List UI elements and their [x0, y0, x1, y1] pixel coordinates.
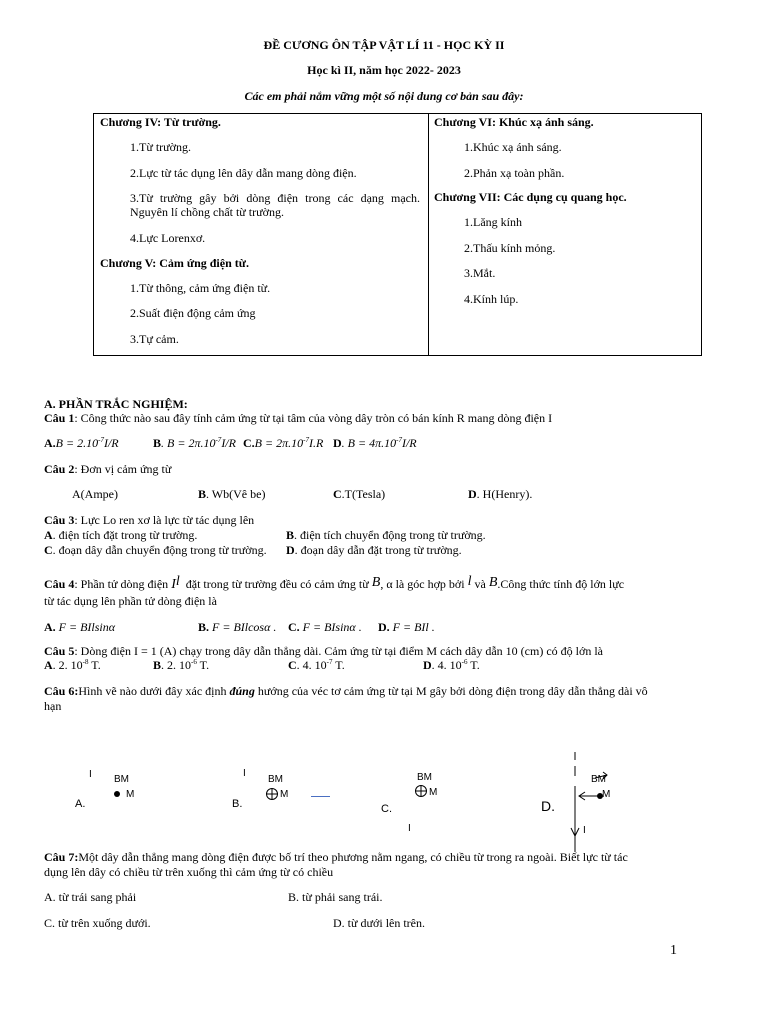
fig-d-bm-label: BM — [591, 774, 606, 785]
q5-option-d: D. 4. $10^{-6}$ T. — [423, 658, 480, 672]
q3-option-d: D. đoạn dây dẫn đặt trong từ trường. — [286, 543, 462, 557]
q4-option-c: C. F = BIsinα . — [288, 620, 362, 634]
syllabus-right-cell — [429, 114, 702, 356]
fig-d-option-label: D. — [541, 798, 555, 814]
fig-d-diagram — [565, 752, 625, 852]
q5-option-a: A. 2. $10^{-8}$ T. — [44, 658, 101, 672]
fig-b-dash — [311, 796, 330, 797]
q7-option-d: D. từ dưới lên trên. — [333, 916, 426, 930]
chapter-6-title: Chương VI: Khúc xạ ánh sáng. — [434, 115, 594, 129]
doc-subtitle: Học kì II, năm học 2022- 2023 — [307, 63, 461, 77]
chapter-4-item: 2.Lực từ tác dụng lên dây dẫn mang dòng điện. — [130, 166, 357, 180]
q3-option-b: B. điện tích chuyển động trong từ trường. — [286, 528, 486, 542]
question-7: Câu 7:Một dây dẫn thẳng mang dòng điện được bố trí theo phương nằm ngang, có chiều từ trong ra ngoài. Biết lực từ tác — [44, 850, 628, 864]
q4-option-a: A. F = BIlsinα — [44, 620, 116, 634]
field-symbol: B — [371, 575, 381, 590]
chapter-5-item: 1.Từ thông, cảm ứng điện từ. — [130, 281, 271, 295]
q1-option-a: $A.B = 2.10^{-7}I/R$ — [44, 436, 119, 450]
chapter-4-item: 4.Lực Lorenxơ. — [130, 231, 206, 245]
fig-d-current-label: I — [583, 825, 586, 836]
chapter-7-item: 3.Mắt. — [464, 266, 496, 280]
q7-option-a: A. từ trái sang phải — [44, 890, 137, 904]
question-text: : Công thức nào sau đây tính cảm ứng từ tại tâm của vòng dây tròn có bán kính R mang dòng điện I — [74, 411, 553, 425]
fig-a-point-m — [114, 791, 120, 797]
fig-a-m-label: M — [126, 789, 135, 800]
fig-c-option-label: C. — [381, 803, 392, 815]
chapter-5-item: 3.Tự cảm. — [130, 332, 179, 346]
q2-option-b: B. Wb(Vê be) — [198, 487, 266, 501]
fig-c-m-label: M — [429, 787, 438, 798]
chapter-7-item: 4.Kính lúp. — [464, 292, 519, 306]
chapter-6-item: 2.Phản xạ toàn phần. — [464, 166, 565, 180]
q7-option-c: C. từ trên xuống dưới. — [44, 916, 151, 930]
fig-a-current-label: I — [89, 769, 92, 780]
q5-option-b: B. 2. $10^{-6}$ T. — [153, 658, 210, 672]
chapter-4-item: 1.Từ trường. — [130, 140, 192, 154]
fig-b-m-label: M — [280, 789, 289, 800]
fig-b-bm-label: BM — [268, 774, 283, 785]
q5-option-c: C. 4. $10^{-7}$ T. — [288, 658, 345, 672]
question-5: Câu 5: Dòng điện I = 1 (A) chạy trong dây dẫn thẳng dài. Cảm ứng từ tại điểm M cách dây dẫn 10 (cm) có độ lớn là — [44, 644, 603, 658]
q4-option-d: D. F = BIl . — [378, 620, 435, 634]
fig-b-current-label: I — [243, 768, 246, 779]
q3-option-c: C. đoạn dây dẫn chuyển động trong từ trường. — [44, 543, 267, 557]
fig-c-current-label: I — [408, 823, 411, 834]
fig-b-into-page-icon — [265, 787, 279, 801]
q3-option-a: A. điện tích đặt trong từ trường. — [44, 528, 198, 542]
q1-option-b: B. $B = 2\pi.10^{-7}I/R$ — [153, 436, 236, 450]
chapter-7-title: Chương VII: Các dụng cụ quang học. — [434, 190, 627, 204]
question-6-line-2: hạn — [44, 699, 62, 713]
question-label: Câu 1 — [44, 411, 75, 425]
fig-a-bm-label: BM — [114, 774, 129, 785]
question-6: Câu 6:Hình vẽ nào dưới đây xác định đúng hướng của véc tơ cảm ứng từ tại M gây bởi dòng điện trong dây dẫn thẳng dài vô — [44, 684, 648, 698]
fig-c-into-page-icon — [414, 784, 428, 798]
chapter-5-item: 2.Suất điện động cảm ứng — [130, 306, 256, 320]
q2-option-c: C.T(Tesla) — [333, 487, 386, 501]
chapter-5-title: Chương V: Cảm ứng điện từ. — [100, 256, 249, 270]
current-element-symbol: I — [171, 577, 176, 592]
doc-intro: Các em phải nắm vững một số nội dung cơ bản sau đây: — [244, 89, 524, 103]
question-1 — [44, 411, 552, 426]
section-heading: A. PHẦN TRẮC NGHIỆM: — [44, 397, 188, 411]
q2-option-a: A(Ampe) — [72, 487, 118, 501]
syllabus-table — [93, 113, 702, 356]
fig-b-option-label: B. — [232, 798, 243, 810]
page-number: 1 — [670, 943, 677, 958]
chapter-4-title: Chương IV: Từ trường. — [100, 115, 221, 129]
q4-option-b: B. F = BIlcosα . — [198, 620, 277, 634]
question-4: Câu 4: Phần tử dòng điện Il đặt trong từ trường đều có cảm ứng từ B, α là góc hợp bởi l và B.Công thức tính độ lớn lực — [44, 574, 625, 592]
chapter-4-item: 3.Từ trường gây bởi dòng điện trong các dạng mạch. Nguyên lí chồng chất từ trường. — [130, 191, 420, 219]
fig-c-bm-label: BM — [417, 772, 432, 783]
question-3: Câu 3: Lực Lo ren xơ là lực từ tác dụng lên — [44, 513, 255, 527]
syllabus-left-cell — [94, 114, 429, 356]
q2-option-d: D. H(Henry). — [468, 487, 533, 501]
chapter-7-item: 2.Thấu kính mỏng. — [464, 241, 556, 255]
chapter-7-item: 1.Lăng kính — [464, 215, 522, 229]
q7-option-b: B. từ phải sang trái. — [288, 890, 383, 904]
question-4-line-2: từ tác dụng lên phần tử dòng điện là — [44, 594, 217, 608]
fig-d-m-label: M — [602, 789, 611, 800]
question-2: Câu 2: Đơn vị cảm ứng từ — [44, 462, 172, 476]
doc-title: ĐỀ CƯƠNG ÔN TẬP VẬT LÍ 11 - HỌC KỲ II — [263, 38, 505, 52]
fig-a-option-label: A. — [75, 798, 86, 810]
chapter-6-item: 1.Khúc xạ ánh sáng. — [464, 140, 562, 154]
question-7-line-2: dụng lên dây có chiều từ trên xuống thì cảm ứng từ có chiều — [44, 865, 334, 879]
q1-option-d: D. $B = 4\pi.10^{-7}I/R$ — [333, 436, 417, 450]
q1-option-c: $C.B = 2\pi.10^{-7}I.R$ — [243, 436, 324, 450]
